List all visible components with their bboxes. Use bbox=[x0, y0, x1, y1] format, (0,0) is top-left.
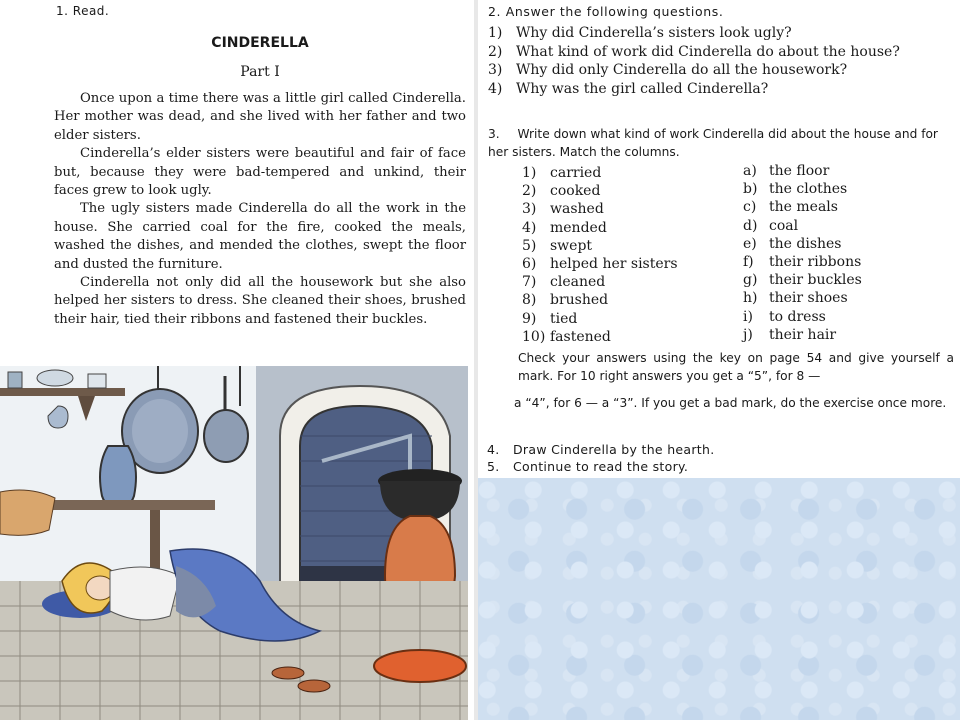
blue-background-panel bbox=[478, 478, 960, 720]
match-letter: g) bbox=[743, 272, 758, 289]
question-number: 3) bbox=[488, 62, 503, 79]
question-text: Why did only Cinderella do all the housework? bbox=[516, 62, 848, 79]
match-verb: cleaned bbox=[550, 274, 606, 291]
match-object: their buckles bbox=[769, 272, 862, 289]
match-left-item bbox=[522, 182, 678, 200]
question-item bbox=[488, 61, 952, 80]
match-left-item bbox=[522, 255, 678, 273]
match-left-item bbox=[522, 164, 678, 182]
task-1-label: 1. Read. bbox=[56, 4, 110, 18]
task-5-text: Continue to read the story. bbox=[513, 458, 689, 474]
task-3-text: Write down what kind of work Cinderella did about the house and for her sisters. Match the columns. bbox=[488, 127, 938, 159]
tasks-4-5 bbox=[487, 442, 715, 475]
hearth-scene-image bbox=[0, 366, 468, 720]
question-text: Why did Cinderella’s sisters look ugly? bbox=[516, 25, 792, 41]
match-number: 2) bbox=[522, 183, 537, 200]
question-number: 2) bbox=[488, 43, 503, 60]
story-text bbox=[54, 90, 466, 329]
match-verb: fastened bbox=[550, 328, 611, 345]
match-right-item bbox=[743, 217, 862, 235]
match-verb: swept bbox=[550, 237, 593, 254]
task-5-number: 5. bbox=[487, 458, 500, 474]
match-object: their hair bbox=[769, 326, 837, 343]
task-2-header: 2. Answer the following questions. bbox=[488, 4, 724, 19]
match-letter: a) bbox=[743, 163, 757, 179]
task-4 bbox=[487, 442, 715, 459]
match-number: 9) bbox=[522, 310, 537, 327]
match-left-item bbox=[522, 219, 678, 237]
match-letter: j) bbox=[743, 326, 753, 343]
match-right-item bbox=[743, 198, 862, 216]
match-left-item bbox=[522, 273, 678, 291]
questions-list bbox=[488, 24, 952, 98]
match-verb: carried bbox=[550, 165, 602, 181]
question-text: What kind of work did Cinderella do about the house? bbox=[516, 43, 900, 60]
match-letter: f) bbox=[743, 254, 754, 271]
match-object: the clothes bbox=[769, 181, 848, 198]
match-left-column bbox=[522, 164, 678, 346]
story-paragraph: Cinderella’s elder sisters were beautiful and fair of face but, because they were bad-tempered and unkind, their faces grew to look ugly. bbox=[54, 146, 466, 199]
story-paragraph: Cinderella not only did all the housework but she also helped her sisters to dress. She cleaned their shoes, brushed their hair, tied their ribbons and fastened their buckles. bbox=[54, 275, 466, 327]
match-left-item bbox=[522, 310, 678, 328]
match-object: coal bbox=[769, 217, 799, 234]
check-answers-text: Check your answers using the key on page 54 and give yourself a mark. For 10 right answers you get a “5”, for 8 — bbox=[518, 351, 954, 383]
match-number: 7) bbox=[522, 274, 537, 291]
match-letter: e) bbox=[743, 235, 757, 252]
story-paragraph: The ugly sisters made Cinderella do all the work in the house. She carried coal for the fire, cooked the meals, washed the dishes, and mended the clothes, swept the floor and dusted the furniture. bbox=[54, 201, 466, 272]
story-part: Part I bbox=[240, 64, 280, 80]
match-object: the meals bbox=[769, 199, 838, 216]
match-object: their ribbons bbox=[769, 254, 862, 271]
check-answers-continued: a “4”, for 6 — a “3”. If you get a bad mark, do the exercise once more. bbox=[514, 396, 947, 410]
match-letter: b) bbox=[743, 181, 758, 198]
task-4-text: Draw Cinderella by the hearth. bbox=[513, 442, 715, 457]
match-verb: helped her sisters bbox=[550, 256, 678, 273]
match-number: 6) bbox=[522, 256, 537, 273]
match-number: 5) bbox=[522, 237, 537, 254]
story-paragraph: Once upon a time there was a little girl called Cinderella. Her mother was dead, and she lived with her father and two elder sisters. bbox=[54, 91, 466, 143]
match-number: 10) bbox=[522, 328, 546, 345]
match-letter: d) bbox=[743, 217, 758, 234]
match-object: the floor bbox=[769, 163, 830, 179]
match-right-column bbox=[743, 162, 862, 344]
question-item bbox=[488, 24, 952, 43]
question-number: 4) bbox=[488, 80, 503, 97]
match-verb: tied bbox=[550, 310, 578, 327]
match-left-item bbox=[522, 237, 678, 255]
cinderella-illustration bbox=[0, 366, 468, 720]
match-object: to dress bbox=[769, 308, 826, 325]
match-right-item bbox=[743, 308, 862, 326]
match-object: their shoes bbox=[769, 290, 848, 307]
match-verb: cooked bbox=[550, 183, 601, 200]
match-letter: i) bbox=[743, 308, 753, 325]
task-4-number: 4. bbox=[487, 442, 500, 457]
match-verb: washed bbox=[550, 201, 604, 218]
question-item bbox=[488, 43, 952, 62]
match-verb: mended bbox=[550, 219, 607, 236]
question-item bbox=[488, 80, 952, 99]
match-number: 3) bbox=[522, 201, 537, 218]
match-left-item bbox=[522, 328, 678, 346]
story-title: CINDERELLA bbox=[211, 35, 309, 51]
match-right-item bbox=[743, 253, 862, 271]
match-number: 4) bbox=[522, 219, 537, 236]
match-right-item bbox=[743, 271, 862, 289]
question-text: Why was the girl called Cinderella? bbox=[516, 80, 769, 97]
match-right-item bbox=[743, 180, 862, 198]
question-number: 1) bbox=[488, 25, 503, 41]
match-left-item bbox=[522, 291, 678, 309]
match-object: the dishes bbox=[769, 235, 842, 252]
match-number: 1) bbox=[522, 165, 537, 181]
match-letter: c) bbox=[743, 199, 757, 216]
match-left-item bbox=[522, 200, 678, 218]
match-verb: brushed bbox=[550, 292, 609, 309]
task-3-number: 3. bbox=[488, 127, 500, 141]
match-right-item bbox=[743, 162, 862, 180]
task-3-instruction bbox=[488, 125, 954, 161]
match-right-item bbox=[743, 289, 862, 307]
match-right-item bbox=[743, 326, 862, 344]
match-letter: h) bbox=[743, 290, 758, 307]
match-number: 8) bbox=[522, 292, 537, 309]
task-5 bbox=[487, 459, 715, 476]
match-right-item bbox=[743, 235, 862, 253]
